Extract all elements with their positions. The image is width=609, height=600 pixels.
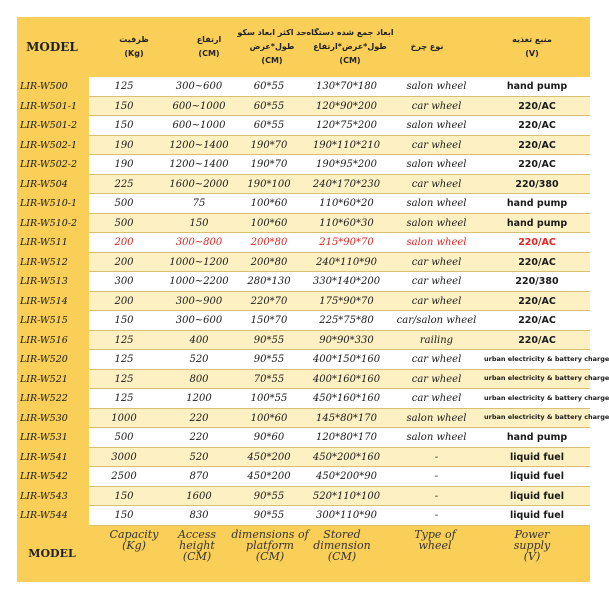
table-row xyxy=(17,370,609,390)
power-cell: urban electricity & battery charge xyxy=(484,354,609,363)
wheel-cell: salon wheel xyxy=(406,120,467,131)
capacity-cell: 150 xyxy=(114,315,134,326)
table-row xyxy=(17,389,609,409)
platform-cell: 100*60 xyxy=(250,412,288,424)
row-values xyxy=(89,350,609,370)
platform-cell: 220*70 xyxy=(250,295,288,307)
stored-cell: 450*200*90 xyxy=(316,471,377,482)
height-cell: 400 xyxy=(189,334,209,346)
table-row xyxy=(17,175,590,195)
height-cell: 1000~2200 xyxy=(169,276,229,287)
wheel-cell: salon wheel xyxy=(406,217,467,229)
height-cell: 75 xyxy=(192,198,206,209)
height-cell: 300~600 xyxy=(175,315,223,326)
height-cell: 870 xyxy=(189,471,209,482)
power-cell: 220/AC xyxy=(518,315,556,326)
model-cell: LIR-W542 xyxy=(20,471,68,482)
power-cell: liquid fuel xyxy=(509,490,565,502)
height-cell: 1200~1400 xyxy=(169,139,229,151)
row-values xyxy=(89,292,590,312)
wheel-cell: salon wheel xyxy=(406,412,467,424)
wheel-cell: salon wheel xyxy=(406,432,467,443)
wheel-cell: car wheel xyxy=(411,256,462,268)
row-values xyxy=(89,448,590,468)
footer-model-label: MODEL xyxy=(28,547,76,560)
footer-platform: dimensions of platform (CM) xyxy=(231,528,309,563)
power-cell: urban electricity & battery charge xyxy=(484,413,609,422)
wheel-cell: car wheel xyxy=(411,139,462,151)
platform-cell: 190*70 xyxy=(250,159,288,170)
table-row xyxy=(17,272,590,292)
table-row xyxy=(17,506,590,526)
power-cell: 220/AC xyxy=(518,120,556,131)
power-cell: liquid fuel xyxy=(509,451,565,463)
model-cell: LIR-W531 xyxy=(20,432,68,443)
table-row xyxy=(17,331,590,351)
platform-cell: 150*70 xyxy=(250,315,288,326)
platform-cell: 70*55 xyxy=(253,373,285,385)
capacity-cell: 500 xyxy=(114,198,134,209)
table-row xyxy=(17,448,590,468)
power-cell: 220/AC xyxy=(518,295,556,307)
height-cell: 1600~2000 xyxy=(169,178,229,190)
row-values xyxy=(89,487,590,507)
model-cell: LIR-W512 xyxy=(20,256,68,268)
table-row xyxy=(17,233,590,253)
wheel-cell: car/salon wheel xyxy=(396,315,477,326)
table-body xyxy=(17,77,609,526)
stored-cell: 145*80*170 xyxy=(316,412,377,424)
stored-cell: 120*90*200 xyxy=(316,100,377,112)
platform-cell: 90*60 xyxy=(253,432,285,443)
capacity-cell: 150 xyxy=(114,100,134,112)
power-cell: 220/380 xyxy=(515,276,559,287)
model-cell: LIR-W510-1 xyxy=(20,198,78,209)
platform-cell: 100*55 xyxy=(250,393,288,404)
capacity-cell: 125 xyxy=(114,81,134,92)
model-cell: LIR-W501-1 xyxy=(20,100,78,112)
spec-table xyxy=(17,17,609,582)
header-power: منبع تغذیه (V) xyxy=(512,35,552,58)
power-cell: hand pump xyxy=(506,81,568,92)
height-cell: 150 xyxy=(189,217,209,229)
capacity-cell: 125 xyxy=(114,334,134,346)
wheel-cell: - xyxy=(434,490,439,502)
stored-cell: 90*90*330 xyxy=(319,334,374,346)
table-row xyxy=(17,311,590,331)
height-cell: 300~800 xyxy=(175,237,223,248)
power-cell: 220/AC xyxy=(518,159,556,170)
stored-cell: 400*150*160 xyxy=(312,354,381,365)
platform-cell: 190*70 xyxy=(250,139,288,151)
capacity-cell: 225 xyxy=(114,178,134,190)
wheel-cell: railing xyxy=(419,334,454,346)
model-cell: LIR-W504 xyxy=(20,178,68,190)
wheel-cell: car wheel xyxy=(411,393,462,404)
height-cell: 300~900 xyxy=(175,295,223,307)
row-values xyxy=(89,428,590,448)
footer-wheel: Type of wheel xyxy=(414,528,456,552)
capacity-cell: 150 xyxy=(114,120,134,131)
height-cell: 300~600 xyxy=(175,81,223,92)
header-model-label: MODEL xyxy=(26,40,78,54)
stored-cell: 190*110*210 xyxy=(312,139,381,151)
table-row xyxy=(17,467,590,487)
power-cell: liquid fuel xyxy=(509,510,565,521)
platform-cell: 90*55 xyxy=(253,354,285,365)
stored-cell: 240*170*230 xyxy=(312,178,381,190)
table-row xyxy=(17,136,590,156)
platform-cell: 100*60 xyxy=(250,217,288,229)
height-cell: 1600 xyxy=(186,490,212,502)
capacity-cell: 150 xyxy=(114,490,134,502)
stored-cell: 300*110*90 xyxy=(316,510,377,521)
table-row xyxy=(17,487,590,507)
platform-cell: 200*80 xyxy=(250,256,288,268)
table-row xyxy=(17,77,590,97)
row-values xyxy=(89,155,590,175)
stored-cell: 225*75*80 xyxy=(319,315,374,326)
platform-cell: 60*55 xyxy=(253,81,285,92)
capacity-cell: 200 xyxy=(114,295,134,307)
model-cell: LIR-W520 xyxy=(20,354,68,365)
table-row xyxy=(17,97,590,117)
model-cell: LIR-W513 xyxy=(20,276,68,287)
platform-cell: 450*200 xyxy=(247,471,291,482)
platform-cell: 90*55 xyxy=(253,334,285,346)
wheel-cell: salon wheel xyxy=(406,237,467,248)
platform-cell: 90*55 xyxy=(253,490,285,502)
wheel-cell: car wheel xyxy=(411,373,462,385)
power-cell: hand pump xyxy=(506,198,568,209)
wheel-cell: salon wheel xyxy=(406,81,467,92)
wheel-cell: car wheel xyxy=(411,178,462,190)
row-values xyxy=(89,253,590,273)
power-cell: 220/AC xyxy=(518,334,556,346)
power-cell: 220/AC xyxy=(518,256,556,268)
platform-cell: 100*60 xyxy=(250,198,288,209)
capacity-cell: 125 xyxy=(114,373,134,385)
capacity-cell: 1000 xyxy=(111,412,137,424)
row-values xyxy=(89,467,590,487)
stored-cell: 120*75*200 xyxy=(316,120,377,131)
stored-cell: 400*160*160 xyxy=(312,373,381,385)
height-cell: 220 xyxy=(189,412,209,424)
row-values xyxy=(89,77,590,97)
power-cell: 220/AC xyxy=(518,237,556,248)
capacity-cell: 190 xyxy=(114,139,134,151)
table-header xyxy=(17,17,590,77)
wheel-cell: car wheel xyxy=(411,354,462,365)
capacity-cell: 125 xyxy=(114,354,134,365)
model-cell: LIR-W514 xyxy=(20,295,68,307)
stored-cell: 215*90*70 xyxy=(319,237,374,248)
model-cell: LIR-W501-2 xyxy=(20,120,78,131)
wheel-cell: car wheel xyxy=(411,295,462,307)
power-cell: urban electricity & battery charge xyxy=(484,393,609,402)
capacity-cell: 500 xyxy=(114,217,134,229)
model-cell: LIR-W502-1 xyxy=(20,139,78,151)
wheel-cell: - xyxy=(434,510,439,521)
footer-stored: Stored dimension (CM) xyxy=(313,528,371,563)
row-values xyxy=(89,233,590,253)
model-cell: LIR-W522 xyxy=(20,393,68,404)
power-cell: 220/380 xyxy=(515,178,559,190)
height-cell: 520 xyxy=(189,354,209,365)
stored-cell: 130*70*180 xyxy=(316,81,377,92)
table-row xyxy=(17,350,609,370)
header-capacity: ظرفیت (Kg) xyxy=(119,35,149,58)
height-cell: 600~1000 xyxy=(172,120,226,131)
capacity-cell: 500 xyxy=(114,432,134,443)
platform-cell: 60*55 xyxy=(253,100,285,112)
row-values xyxy=(89,136,590,156)
wheel-cell: - xyxy=(434,451,439,463)
row-values xyxy=(89,506,590,526)
model-cell: LIR-W541 xyxy=(20,451,68,463)
height-cell: 1200 xyxy=(186,393,212,404)
stored-cell: 175*90*70 xyxy=(319,295,374,307)
stored-cell: 110*60*20 xyxy=(319,198,374,209)
table-row xyxy=(17,155,590,175)
stored-cell: 190*95*200 xyxy=(316,159,377,170)
stored-cell: 450*200*160 xyxy=(312,451,381,463)
height-cell: 220 xyxy=(189,432,209,443)
row-values xyxy=(89,331,590,351)
stored-cell: 520*110*100 xyxy=(312,490,381,502)
table-row xyxy=(17,292,590,312)
wheel-cell: car wheel xyxy=(411,100,462,112)
platform-cell: 450*200 xyxy=(247,451,291,463)
capacity-cell: 300 xyxy=(114,276,134,287)
height-cell: 1200~1400 xyxy=(169,159,229,170)
row-values xyxy=(89,370,609,390)
height-cell: 800 xyxy=(189,373,209,385)
stored-cell: 450*160*160 xyxy=(312,393,381,404)
row-values xyxy=(89,272,590,292)
stored-cell: 240*110*90 xyxy=(316,256,377,268)
capacity-cell: 150 xyxy=(114,510,134,521)
row-values xyxy=(89,194,590,214)
model-cell: LIR-W502-2 xyxy=(20,159,78,170)
platform-cell: 200*80 xyxy=(250,237,288,248)
header-platform: حد اکثر ابعاد سکو طول*عرض (CM) xyxy=(237,28,307,65)
platform-cell: 90*55 xyxy=(253,510,285,521)
footer-capacity: Capacity (Kg) xyxy=(109,528,159,552)
row-values xyxy=(89,175,590,195)
power-cell: liquid fuel xyxy=(509,471,565,482)
footer-power: Power supply (V) xyxy=(513,528,551,563)
row-values xyxy=(89,97,590,117)
header-wheel: نوع چرخ xyxy=(410,42,444,51)
platform-cell: 190*100 xyxy=(247,178,291,190)
row-values xyxy=(89,214,590,234)
stored-cell: 110*60*30 xyxy=(319,217,374,229)
model-cell: LIR-W543 xyxy=(20,490,68,502)
row-values xyxy=(89,311,590,331)
power-cell: urban electricity & battery charge xyxy=(484,374,609,383)
capacity-cell: 2500 xyxy=(111,471,137,482)
capacity-cell: 200 xyxy=(114,256,134,268)
header-stored: ابعاد جمع شده دستگاه طول*عرض*ارتفاع (CM) xyxy=(306,28,394,65)
platform-cell: 60*55 xyxy=(253,120,285,131)
table-row xyxy=(17,214,590,234)
capacity-cell: 125 xyxy=(114,393,134,404)
table-row xyxy=(17,116,590,136)
header-height: ارتفاع (CM) xyxy=(196,35,222,58)
model-cell: LIR-W544 xyxy=(20,510,68,521)
footer-height: Access height (CM) xyxy=(177,528,217,563)
model-cell: LIR-W511 xyxy=(20,237,68,248)
table-row xyxy=(17,409,609,429)
wheel-cell: - xyxy=(434,471,439,482)
wheel-cell: car wheel xyxy=(411,276,462,287)
capacity-cell: 200 xyxy=(114,237,134,248)
row-values xyxy=(89,409,609,429)
height-cell: 1000~1200 xyxy=(169,256,229,268)
power-cell: hand pump xyxy=(506,432,568,443)
model-cell: LIR-W500 xyxy=(20,81,68,92)
table-row xyxy=(17,253,590,273)
model-cell: LIR-W515 xyxy=(20,315,68,326)
wheel-cell: salon wheel xyxy=(406,159,467,170)
table-row xyxy=(17,428,590,448)
height-cell: 520 xyxy=(189,451,209,463)
model-cell: LIR-W516 xyxy=(20,334,68,346)
model-cell: LIR-W510-2 xyxy=(20,217,78,229)
table-row xyxy=(17,194,590,214)
height-cell: 830 xyxy=(189,510,209,521)
table-footer xyxy=(17,525,590,582)
capacity-cell: 3000 xyxy=(111,451,137,463)
row-values xyxy=(89,116,590,136)
row-values xyxy=(89,389,609,409)
capacity-cell: 190 xyxy=(114,159,134,170)
power-cell: hand pump xyxy=(506,217,568,229)
power-cell: 220/AC xyxy=(518,100,556,112)
height-cell: 600~1000 xyxy=(172,100,226,112)
platform-cell: 280*130 xyxy=(247,276,291,287)
stored-cell: 330*140*200 xyxy=(312,276,381,287)
model-cell: LIR-W521 xyxy=(20,373,68,385)
wheel-cell: salon wheel xyxy=(406,198,467,209)
model-cell: LIR-W530 xyxy=(20,412,68,424)
stored-cell: 120*80*170 xyxy=(316,432,377,443)
power-cell: 220/AC xyxy=(518,139,556,151)
